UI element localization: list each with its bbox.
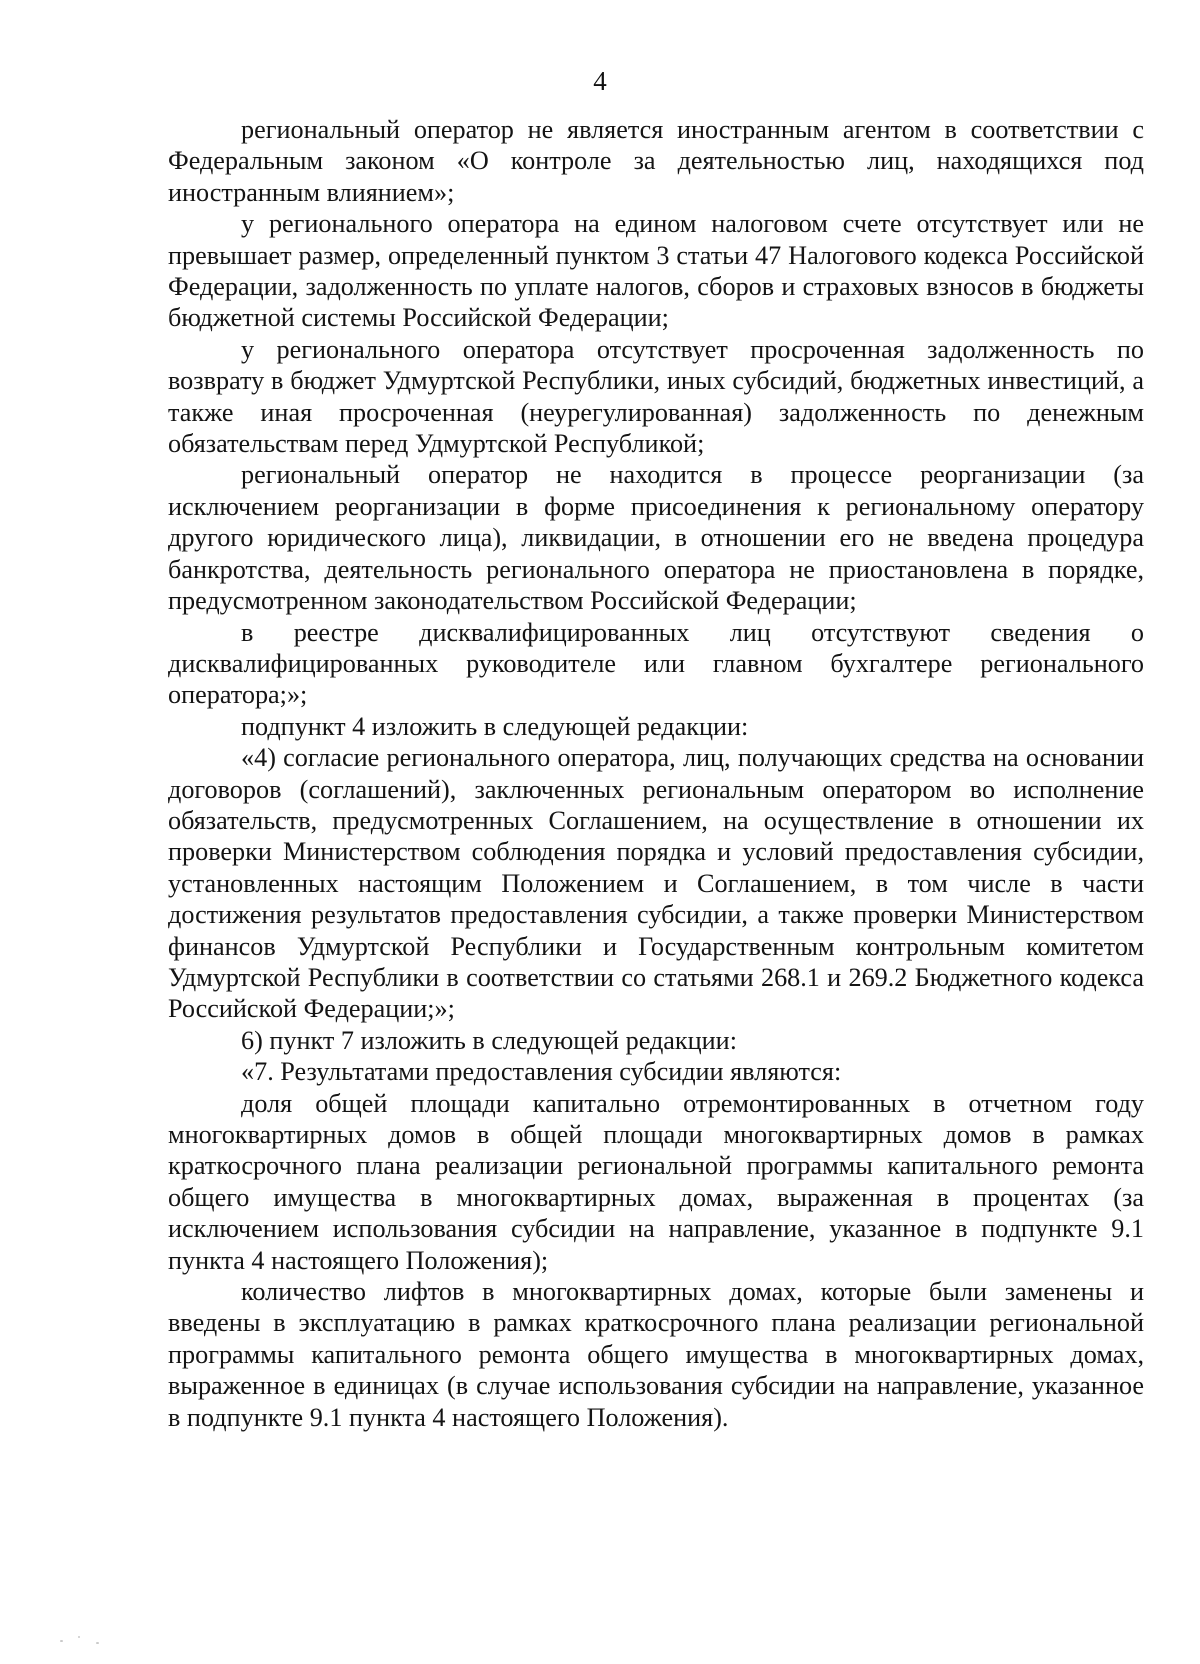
- paragraph: подпункт 4 изложить в следующей редакции:: [241, 711, 749, 741]
- paragraph: у регионального оператора на едином налоговом счете отсутствует или не превышает размер, определенный пунктом 3 статьи 47 Налогового кодекса Российской Федерации, задолженность по уплате налогов, сборов и страховых взносов в бюджеты бюджетной системы Российской Федерации;: [168, 209, 1144, 333]
- scan-artifact: [96, 1642, 99, 1644]
- page-number: 4: [593, 66, 607, 96]
- paragraph: доля общей площади капитально отремонтированных в отчетном году многоквартирных домов в общей площади многоквартирных домов в рамках краткосрочного плана реализации региональной программы капитального ремонта общего имущества в многоквартирных домах, выраженная в процентах (за исключением использования субсидии на направление, указанное в подпункте 9.1 пункта 4 настоящего Положения);: [168, 1088, 1144, 1275]
- paragraph: региональный оператор не является иностранным агентом в соответствии с Федеральным законом «О контроле за деятельностью лиц, находящихся под иностранным влиянием»;: [168, 115, 1144, 207]
- paragraph: «7. Результатами предоставления субсидии являются:: [241, 1057, 842, 1087]
- paragraph: количество лифтов в многоквартирных домах, которые были заменены и введены в эксплуатацию в рамках краткосрочного плана реализации региональной программы капитального ремонта общего имущества в многоквартирных домах, выраженное в единицах (в случае использования субсидии на направление, указанное в подпункте 9.1 пункта 4 настоящего Положения).: [168, 1277, 1144, 1432]
- scan-artifact: [60, 1640, 63, 1642]
- paragraph: региональный оператор не находится в процессе реорганизации (за исключением реорганизации в форме присоединения к региональному оператору другого юридического лица), ликвидации, в отношении его не введена процедура банкротства, деятельность регионального оператора не приостановлена в порядке, предусмотренном законодательством Российской Федерации;: [168, 460, 1144, 616]
- paragraph: у регионального оператора отсутствует просроченная задолженность по возврату в бюджет Удмуртской Республики, иных субсидий, бюджетных инвестиций, а также иная просроченная (неурегулированная) задолженность по денежным обязательствам перед Удмуртской Республикой;: [168, 334, 1144, 459]
- scan-artifact: [78, 1636, 80, 1638]
- paragraph: 6) пункт 7 изложить в следующей редакции:: [241, 1025, 737, 1055]
- paragraph: в реестре дисквалифицированных лиц отсутствуют сведения о дисквалифицированных руководителе или главном бухгалтере регионального оператора;»;: [168, 617, 1144, 710]
- document-body: [168, 114, 1144, 1433]
- paragraph: «4) согласие регионального оператора, лиц, получающих средства на основании договоров (соглашений), заключенных региональным оператором во исполнение обязательств, предусмотренных Соглашением, на осуществление в отношении их проверки Министерством соблюдения порядка и условий предоставления субсидии, установленных настоящим Положением и Соглашением, в том числе в части достижения результатов предоставления субсидии, а также проверки Министерством финансов Удмуртской Республики и Государственным контрольным комитетом Удмуртской Республики в соответствии со статьями 268.1 и 269.2 Бюджетного кодекса Российской Федерации;»;: [168, 743, 1144, 1024]
